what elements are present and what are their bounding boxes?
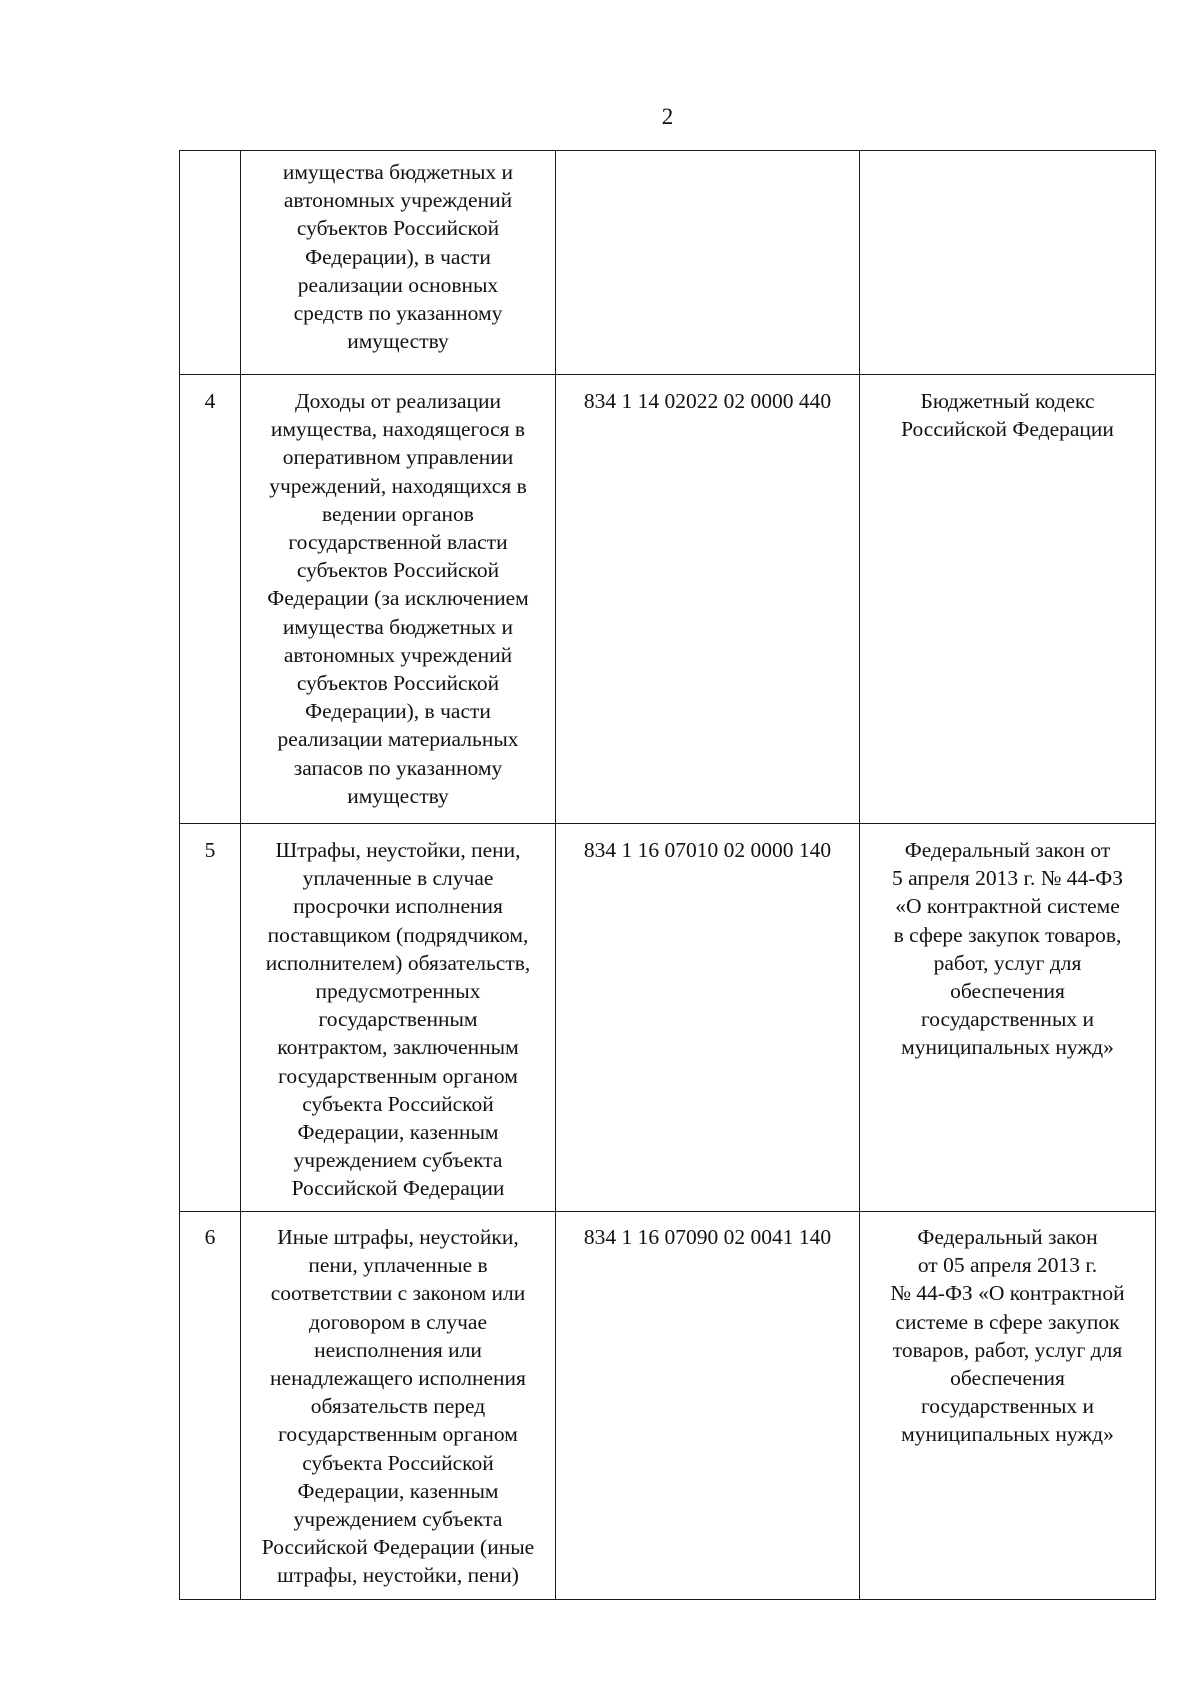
revenue-name-cell: Штрафы, неустойки, пени, уплаченные в случае просрочки исполнения поставщиком (подрядчиком, исполнителем) обязательств, предусмотренных государственным контрактом, заключенным государственным органом субъекта Российской Федерации, казенным учреждением субъекта Российской Федерации	[241, 824, 556, 1212]
table-row	[180, 151, 1156, 375]
row-number-cell	[180, 151, 241, 375]
page-number: 2	[661, 104, 674, 129]
row-number-cell: 4	[180, 375, 241, 824]
legal-basis-cell: Федеральный закон от 05 апреля 2013 г. № 44-ФЗ «О контрактной системе в сфере закупок товаров, работ, услуг для обеспечения государственных и муниципальных нужд»	[860, 1212, 1156, 1600]
table-row	[180, 824, 1156, 1212]
budget-code-cell	[556, 151, 860, 375]
revenue-name-cell: Доходы от реализации имущества, находящегося в оперативном управлении учреждений, находящихся в ведении органов государственной власти субъектов Российской Федерации (за исключением имущества бюджетных и автономных учреждений субъектов Российской Федерации), в части реализации материальных запасов по указанному имуществу	[241, 375, 556, 824]
table-row	[180, 375, 1156, 824]
legal-basis-cell	[860, 151, 1156, 375]
legal-basis-cell: Бюджетный кодекс Российской Федерации	[860, 375, 1156, 824]
revenue-table	[179, 150, 1156, 1600]
table-row	[180, 1212, 1156, 1600]
budget-code-cell: 834 1 14 02022 02 0000 440	[556, 375, 860, 824]
row-number-cell: 5	[180, 824, 241, 1212]
revenue-name-cell: Иные штрафы, неустойки, пени, уплаченные в соответствии с законом или договором в случае неисполнения или ненадлежащего исполнения обязательств перед государственным органом субъекта Российской Федерации, казенным учреждением субъекта Российской Федерации (иные штрафы, неустойки, пени)	[241, 1212, 556, 1600]
row-number-cell: 6	[180, 1212, 241, 1600]
budget-code-cell: 834 1 16 07090 02 0041 140	[556, 1212, 860, 1600]
budget-code-cell: 834 1 16 07010 02 0000 140	[556, 824, 860, 1212]
legal-basis-cell: Федеральный закон от 5 апреля 2013 г. № 44-ФЗ «О контрактной системе в сфере закупок товаров, работ, услуг для обеспечения государственных и муниципальных нужд»	[860, 824, 1156, 1212]
revenue-name-cell: имущества бюджетных и автономных учреждений субъектов Российской Федерации), в части реализации основных средств по указанному имуществу	[241, 151, 556, 375]
